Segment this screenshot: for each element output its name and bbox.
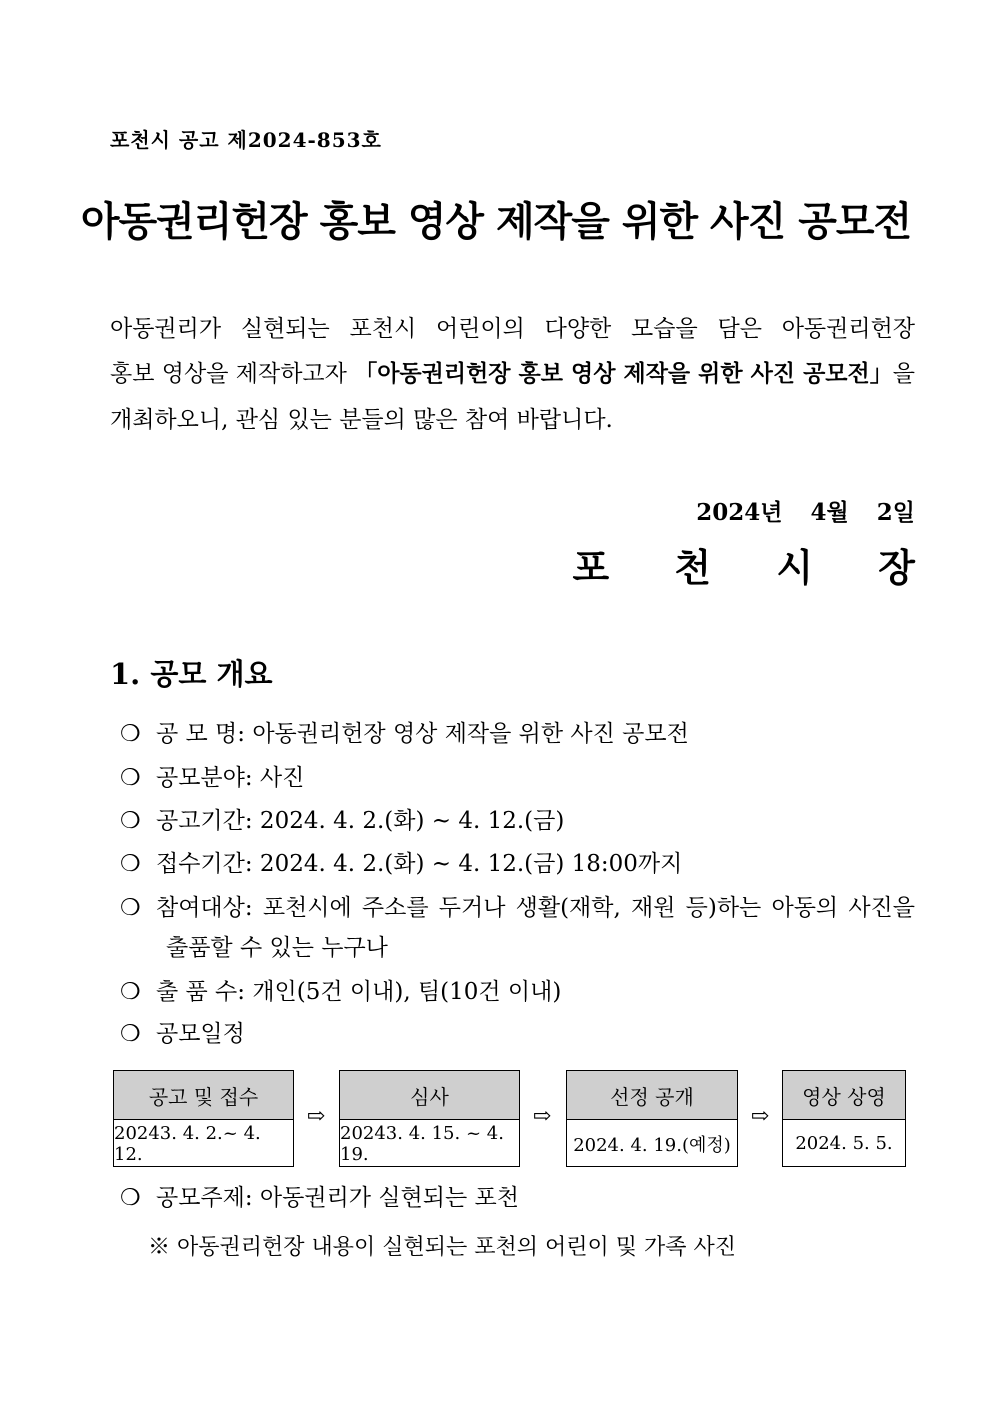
arrow-right-icon: ⇨ <box>306 1104 326 1129</box>
schedule-step-date: 20243. 4. 2.~ 4. 12. <box>114 1122 261 1165</box>
schedule-step-date: 2024. 4. 19.(예정) <box>573 1134 731 1156</box>
intro-line-2-post: 을 <box>892 361 915 387</box>
bullet-icon: ❍ <box>120 765 141 791</box>
overview-item-notice-period <box>120 806 564 836</box>
schedule-step-announce <box>566 1070 738 1167</box>
arrow-right-icon: ⇨ <box>532 1104 552 1129</box>
bullet-icon: ❍ <box>120 979 141 1005</box>
theme-note: ※ 아동권리헌장 내용이 실현되는 포천의 어린이 및 가족 사진 <box>148 1235 736 1260</box>
bullet-icon: ❍ <box>120 808 141 834</box>
intro-line-2 <box>110 359 915 389</box>
issuer-name: 포 천 시 장 <box>572 545 941 590</box>
overview-item-text: 접수기간: 2024. 4. 2.(화) ~ 4. 12.(금) 18:00까지 <box>156 851 683 877</box>
overview-item-field <box>120 763 304 793</box>
intro-line-1: 아동권리가 실현되는 포천시 어린이의 다양한 모습을 담은 아동권리헌장 <box>110 316 915 342</box>
bullet-icon: ❍ <box>120 1185 141 1211</box>
notice-number: 포천시 공고 제2024-853호 <box>110 128 382 152</box>
overview-item-name <box>120 719 689 749</box>
bullet-icon: ❍ <box>120 1021 141 1047</box>
overview-item-text: 공모분야: 사진 <box>156 765 305 791</box>
schedule-step-date: 2024. 5. 5. <box>795 1133 893 1154</box>
issue-date-month: 4월 <box>810 499 849 526</box>
bullet-icon: ❍ <box>120 895 141 921</box>
issue-date-year: 2024년 <box>696 499 783 526</box>
arrow-right-icon: ⇨ <box>750 1104 770 1129</box>
schedule-step-label: 심사 <box>340 1071 519 1120</box>
overview-item-theme <box>120 1183 519 1213</box>
schedule-step-date: 20243. 4. 15. ~ 4. 19. <box>340 1122 504 1165</box>
issue-date <box>696 494 915 527</box>
schedule-step-label: 영상 상영 <box>783 1071 905 1120</box>
schedule-step-screening <box>782 1070 906 1167</box>
schedule-step-notice <box>113 1070 294 1167</box>
overview-item-eligibility-cont: 출품할 수 있는 누구나 <box>166 935 388 961</box>
overview-item-entries <box>120 977 561 1007</box>
overview-item-text: 출 품 수: 개인(5건 이내), 팀(10건 이내) <box>156 979 562 1005</box>
intro-line-2-pre: 홍보 영상을 제작하고자 <box>110 361 355 387</box>
bullet-icon: ❍ <box>120 721 141 747</box>
overview-item-schedule <box>120 1019 245 1049</box>
page-title: 아동권리헌장 홍보 영상 제작을 위한 사진 공모전 <box>80 199 912 245</box>
schedule-step-label: 선정 공개 <box>567 1071 737 1120</box>
intro-contest-name: 「아동권리헌장 홍보 영상 제작을 위한 사진 공모전」 <box>354 360 893 387</box>
overview-item-text: 공고기간: 2024. 4. 2.(화) ~ 4. 12.(금) <box>156 808 565 834</box>
section-title: 1. 공모 개요 <box>110 657 273 691</box>
bullet-icon: ❍ <box>120 851 141 877</box>
overview-item-text: 공모일정 <box>156 1021 245 1047</box>
overview-item-submission-period <box>120 849 682 879</box>
schedule-step-label: 공고 및 접수 <box>114 1071 293 1120</box>
overview-item-text: 공모주제: 아동권리가 실현되는 포천 <box>156 1185 519 1211</box>
overview-item-text: 공 모 명: 아동권리헌장 영상 제작을 위한 사진 공모전 <box>156 721 689 747</box>
overview-item-text: 참여대상: 포천시에 주소를 두거나 생활(재학, 재원 등)하는 아동의 사진을 <box>156 895 915 921</box>
issue-date-day: 2일 <box>876 499 915 526</box>
intro-line-3: 개최하오니, 관심 있는 분들의 많은 참여 바랍니다. <box>110 407 613 433</box>
schedule-step-review <box>339 1070 520 1167</box>
overview-item-eligibility <box>120 893 915 923</box>
